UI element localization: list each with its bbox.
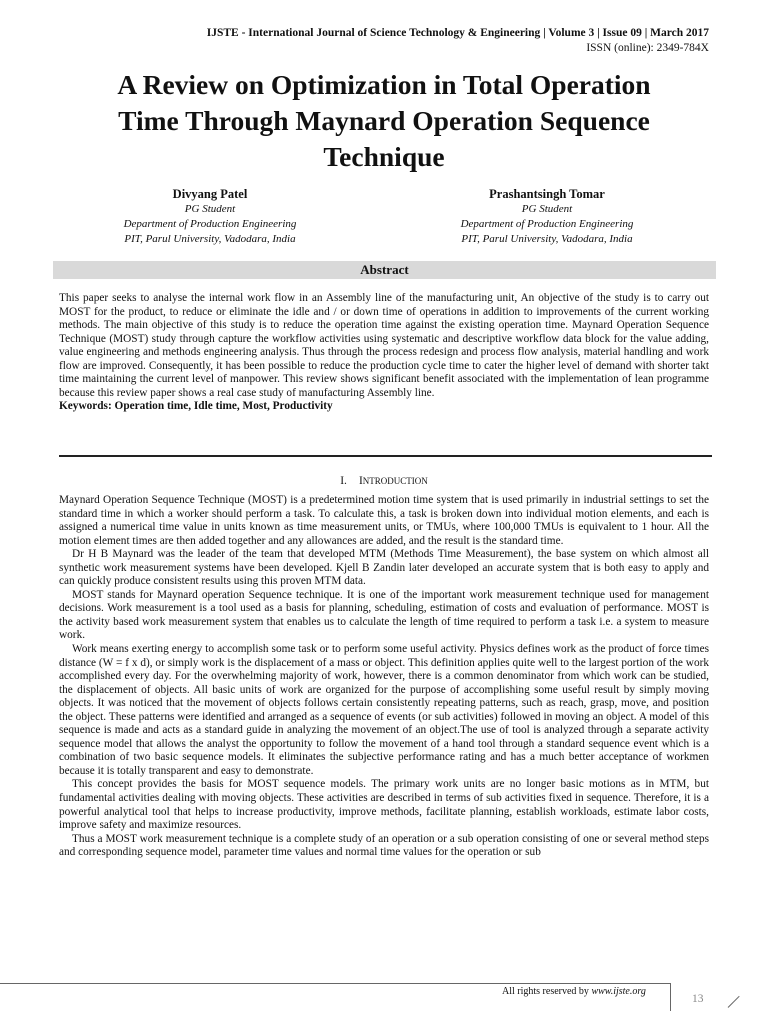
- author-name: Divyang Patel: [172, 187, 248, 201]
- abstract-text: This paper seeks to analyse the internal work flow in an Assembly line of the manufacturing unit, An objective of the study is to carry out MOST for the product, to reduce or eliminate the idle and / or down time of operations in addition to improvements of the current working methods. The main objective of this study is to reduce the operation time against the existing operation time. Maynard Operation Sequence Technique (MOST) study through capture the workflow activities using systematic and descriptive workflow data block for the value adding, value engineering and methods engineering analysis. Thus through the process redesign and process flow analysis, material handling and work flow are improved. Consequently, it has been possible to reduce the production cycle time to cater the higher level of demand with shorter takt time maintaining the current level of manpower. This review shows significant benefit associated with the implementation of lean programme because this review paper shows a real case study of manufacturing Assembly line.: [59, 292, 709, 399]
- author-department: Department of Production Engineering: [460, 218, 634, 230]
- author-institution: PIT, Parul University, Vadodara, India: [461, 233, 633, 245]
- page-number-box: [670, 983, 730, 1018]
- journal-url-link[interactable]: www.ijste.org: [591, 986, 646, 997]
- issn-line: ISSN (online): 2349-784X: [586, 42, 709, 54]
- author-name: Prashantsingh Tomar: [489, 187, 605, 201]
- paragraph: MOST stands for Maynard operation Sequence technique. It is one of the important work measurement technique used for management decisions. Work measurement is a tool used as a basis for planning, scheduling, estimation of costs and evaluation of performance. MOST is the activity based work measurement system that enables us to calculate the length of time required to perform a task i.e. a system to measure work.: [59, 588, 709, 642]
- author-2: [397, 186, 697, 247]
- page-box-border: [670, 983, 671, 1011]
- section-divider: [59, 455, 712, 457]
- section-title-initial: I: [358, 475, 363, 487]
- page-corner-mark: [728, 996, 740, 1008]
- author-role: PG Student: [184, 203, 236, 215]
- introduction-body: [59, 494, 709, 860]
- author-department: Department of Production Engineering: [123, 218, 297, 230]
- footer-rule: [0, 983, 670, 984]
- title-line: A Review on Optimization in Total Operation: [117, 69, 651, 100]
- author-role: PG Student: [521, 203, 573, 215]
- paragraph: Thus a MOST work measurement technique is a complete study of an operation or a sub operation consisting of one or several method steps and corresponding sequence model, parameter time values and normal time values for the operation or sub: [59, 832, 709, 859]
- rights-text: All rights reserved by: [502, 986, 589, 997]
- paragraph: Work means exerting energy to accomplish some task or to perform some useful activity. Physics defines work as the product of force times distance (W = f x d), or simply work is the displacement of a mass or object. This definition applies quite well to the largest portion of the work accomplished every day. For the overwhelming majority of work, however, there is a common denominator from which work can be studied, the displacement of objects. All basic units of work are organized for the purpose of accomplishing some useful result by simply moving objects. It was noticed that the movement of objects follows certain consistently repeating patterns, such as reach, grasp, move, and position the object. These patterns were identified and arranged as a sequence of events (or sub activities) followed in moving an object. A model of this sequence is made and acts as a standard guide in analyzing the movement of an object.The use of tool is analyzed through a separate activity sequence model that allows the analyst the opportunity to follow the movement of a hand tool through a standard sequence event which is a combination of two basic sequence models. It eliminates the subjective performance rating and has a much better acceptance of workmen because it is totally transparent and easy to demonstrate.: [59, 643, 709, 777]
- author-institution: PIT, Parul University, Vadodara, India: [124, 233, 296, 245]
- abstract-heading: Abstract: [53, 261, 716, 279]
- keywords: Keywords: Operation time, Idle time, Most, Productivity: [59, 400, 333, 413]
- abstract-body: [59, 292, 709, 414]
- section-title-rest: NTRODUCTION: [362, 476, 428, 486]
- journal-header: IJSTE - International Journal of Science Technology & Engineering | Volume 3 | Issue 09 | March 2017: [206, 27, 709, 39]
- page-number: 13: [692, 993, 704, 1005]
- footer-rights: [502, 986, 646, 997]
- author-1: [60, 186, 360, 247]
- paragraph: This concept provides the basis for MOST sequence models. The primary work units are no longer basic motions as in MTM, but fundamental activities dealing with moving objects. These activities are described in terms of sub activities fixed in sequence. Therefore, it is a powerful analytical tool that helps to increase productivity, improve methods, facilitate planning, establish workloads, estimate labor costs, improve safety and maximize resources.: [59, 778, 709, 832]
- section-heading-introduction: [59, 475, 709, 487]
- paper-title: [60, 67, 708, 175]
- paragraph: Dr H B Maynard was the leader of the team that developed MTM (Methods Time Measurement), the base system on which almost all synthetic work measurement systems have been developed. Kjell B Zandin later developed an accurate system that is both easy to apply and can quickly produce consistent results using this proven MTM data.: [59, 548, 709, 588]
- section-number: I.: [340, 475, 347, 487]
- title-line: Time Through Maynard Operation Sequence: [118, 105, 650, 136]
- paragraph: Maynard Operation Sequence Technique (MOST) is a predetermined motion time system that is used primarily in industrial settings to set the standard time in which a worker should perform a task. To calculate this, a task is broken down into individual motion elements, and each is assigned a numerical time value in units known as time measurement units, or TMUs, where 100,000 TMUs is equivalent to 1 hour. All the motion element times are then added together and any allowances are added, and the result is the standard time.: [59, 494, 709, 547]
- title-line: Technique: [323, 141, 445, 172]
